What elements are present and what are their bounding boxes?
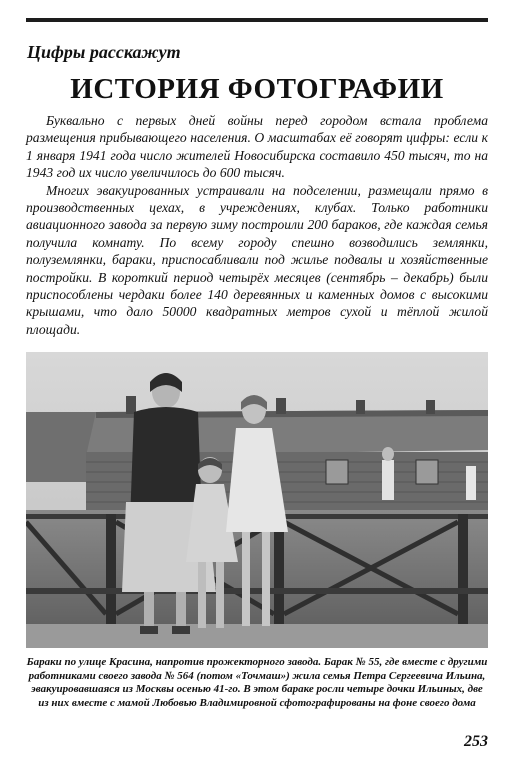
paragraph-2: Многих эвакуированных устраивали на подселении, размещали прямо в производственных цехах, в учреждениях, клубах. Только работники авиационного завода за первую зиму построили 200 бараков, где каждая семья получила комнату. По всему городу спешно возводились землянки, полуземлянки, бараки, приспосабливали под жилье подвалы и хозяйственные постройки. В короткий период четырёх месяцев (сентябрь – декабрь) были приспособлены чердаки более 140 деревянных и каменных домов с высокими крышами, что дало 50000 квадратных метров сухой и тёплой жилой площади. bbox=[26, 182, 488, 337]
header-rule bbox=[26, 18, 488, 22]
paragraph-1: Буквально с первых дней войны перед городом встала проблема размещения прибывающего населения. О масштабах её говорят цифры: если к 1 января 1941 года число жителей Новосибирска составило 450 тысяч, то на 1943 год их число увеличилось до 600 тысяч. bbox=[26, 113, 488, 181]
photo-caption: Бараки по улице Красина, напротив прожекторного завода. Барак № 55, где вместе с другими работниками своего завода № 564 (потом «Точмаш») жила семья Петра Сергеевича Ильина, эвакуировавшаяся из Москвы осенью 41-го. В этом бараке росли четыре дочки Ильиных, две из них вместе с мамой Любовью Владимировной сфотографированы на фоне своего дома bbox=[26, 656, 488, 709]
page-number: 253 bbox=[464, 733, 488, 750]
article-title: ИСТОРИЯ ФОТОГРАФИИ bbox=[70, 73, 444, 105]
article-body bbox=[26, 112, 488, 338]
archival-photo bbox=[26, 352, 488, 648]
section-rubric: Цифры расскажут bbox=[27, 42, 181, 62]
